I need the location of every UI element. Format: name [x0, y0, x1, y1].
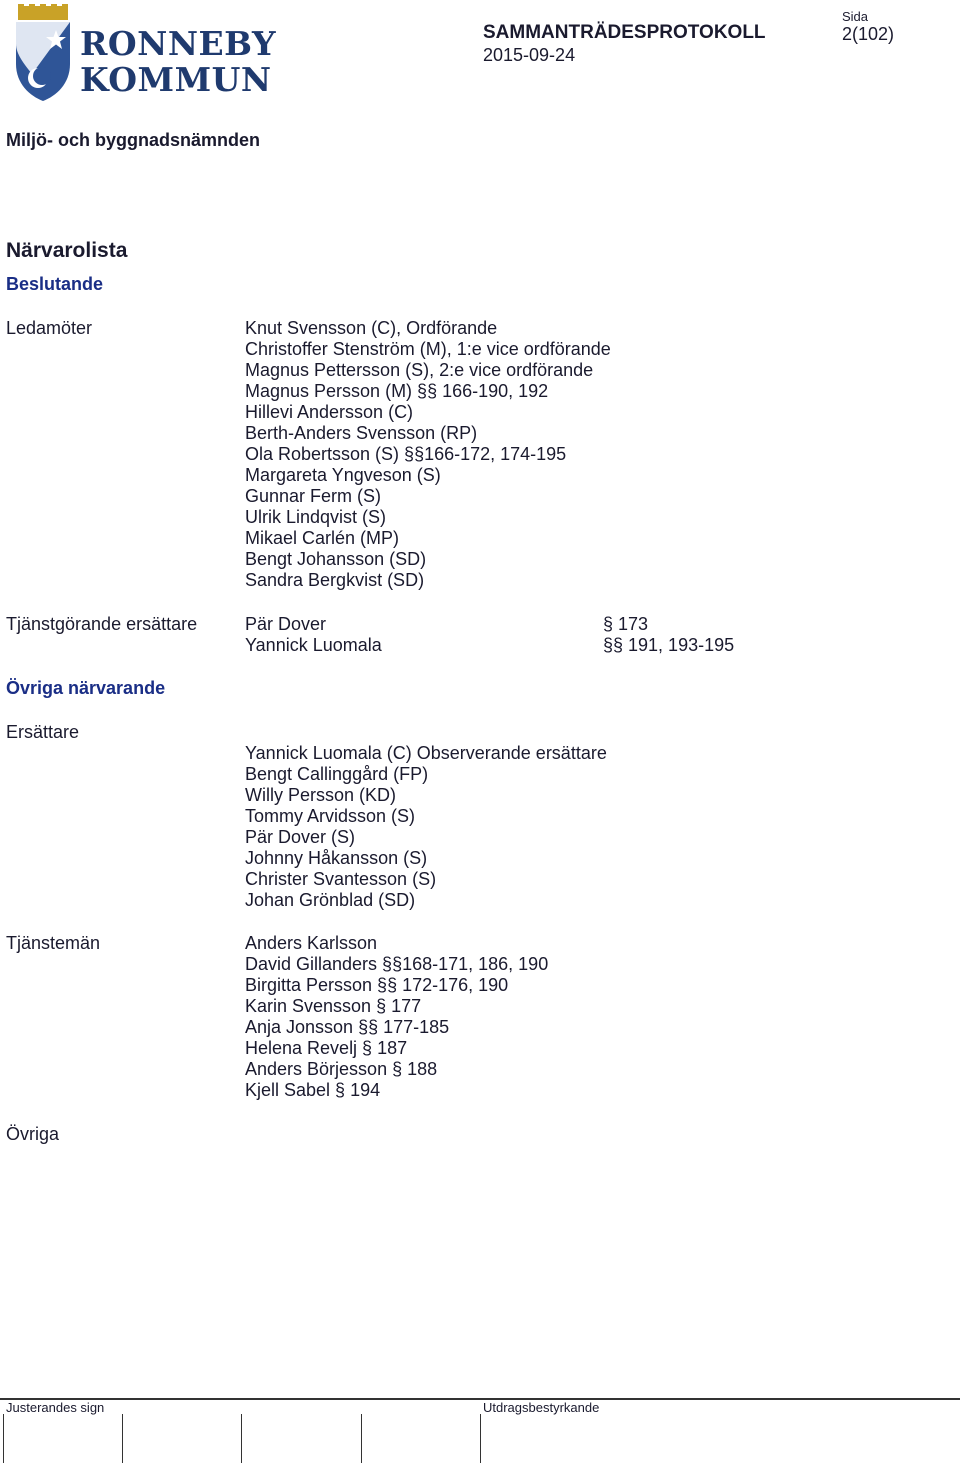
list-item: Yannick Luomala (C) Observerande ersättare — [245, 743, 607, 763]
footer-divider — [0, 1398, 960, 1400]
list-item: Magnus Persson (M) §§ 166-190, 192 — [245, 381, 549, 401]
others-label: Övriga — [6, 1124, 60, 1144]
list-item: Christoffer Stenström (M), 1:e vice ordförande — [245, 339, 611, 359]
substitutes-list — [245, 743, 607, 911]
list-item: Berth-Anders Svensson (RP) — [245, 423, 478, 443]
list-item: Karin Svensson § 177 — [245, 996, 422, 1016]
officials-list — [245, 933, 548, 1101]
list-item: David Gillanders §§168-171, 186, 190 — [245, 954, 549, 974]
list-item: Johan Grönblad (SD) — [245, 890, 416, 910]
list-item: Helena Revelj § 187 — [245, 1038, 408, 1058]
list-item: Magnus Pettersson (S), 2:e vice ordförande — [245, 360, 594, 380]
page-title: Närvarolista — [6, 239, 128, 262]
list-item: Anders Karlsson — [245, 933, 378, 953]
signature-box-divider — [3, 1414, 4, 1463]
section-other-heading: Övriga närvarande — [6, 678, 166, 698]
meeting-date: 2015-09-24 — [483, 45, 576, 65]
coat-of-arms-icon — [12, 4, 74, 102]
footer-sign-label: Justerandes sign — [6, 1400, 105, 1415]
signature-box-divider — [480, 1414, 481, 1463]
page-label: Sida — [842, 9, 869, 24]
list-item: Pär Dover (S) — [245, 827, 356, 847]
list-item: Ola Robertsson (S) §§166-172, 174-195 — [245, 444, 567, 464]
signature-box-divider — [122, 1414, 123, 1463]
list-item: Willy Persson (KD) — [245, 785, 397, 805]
list-item: Bengt Callinggård (FP) — [245, 764, 429, 784]
substitutes-label: Ersättare — [6, 722, 80, 742]
list-item: Ulrik Lindqvist (S) — [245, 507, 387, 527]
list-item: Knut Svensson (C), Ordförande — [245, 318, 498, 338]
list-item: Bengt Johansson (SD) — [245, 549, 427, 569]
document-type: SAMMANTRÄDESPROTOKOLL — [483, 22, 766, 43]
logo-line-1: RONNEBY — [80, 24, 277, 63]
ronneby-kommun-logo — [12, 4, 277, 104]
list-item: Anders Börjesson § 188 — [245, 1059, 438, 1079]
signature-box-divider — [241, 1414, 242, 1463]
serving-substitutes-label: Tjänstgörande ersättare — [6, 614, 198, 634]
list-item: Birgitta Persson §§ 172-176, 190 — [245, 975, 509, 995]
officials-label: Tjänstemän — [6, 933, 101, 953]
committee-name: Miljö- och byggnadsnämnden — [6, 130, 261, 150]
list-item: Anja Jonsson §§ 177-185 — [245, 1017, 450, 1037]
list-item: Christer Svantesson (S) — [245, 869, 437, 889]
section-decision-heading: Beslutande — [6, 274, 104, 294]
list-item: Margareta Yngveson (S) — [245, 465, 441, 485]
list-item: Johnny Håkansson (S) — [245, 848, 428, 868]
logo-line-2: KOMMUN — [80, 60, 272, 99]
logo-wordmark — [80, 26, 276, 98]
members-list — [245, 318, 611, 591]
members-label: Ledamöter — [6, 318, 93, 338]
list-item: Sandra Bergkvist (SD) — [245, 570, 425, 590]
page-number: 2(102) — [842, 24, 895, 44]
list-item: Pär Dover — [245, 614, 327, 634]
list-item: Kjell Sabel § 194 — [245, 1080, 381, 1100]
list-item: Mikael Carlén (MP) — [245, 528, 400, 548]
list-item: Gunnar Ferm (S) — [245, 486, 382, 506]
signature-box-divider — [361, 1414, 362, 1463]
serving-substitutes-list — [245, 614, 382, 656]
footer-certify-label: Utdragsbestyrkande — [483, 1400, 600, 1415]
serving-ref: § 173 — [603, 614, 649, 634]
list-item: Hillevi Andersson (C) — [245, 402, 414, 422]
list-item: Tommy Arvidsson (S) — [245, 806, 416, 826]
serving-ref: §§ 191, 193-195 — [603, 635, 735, 655]
list-item: Yannick Luomala — [245, 635, 382, 655]
